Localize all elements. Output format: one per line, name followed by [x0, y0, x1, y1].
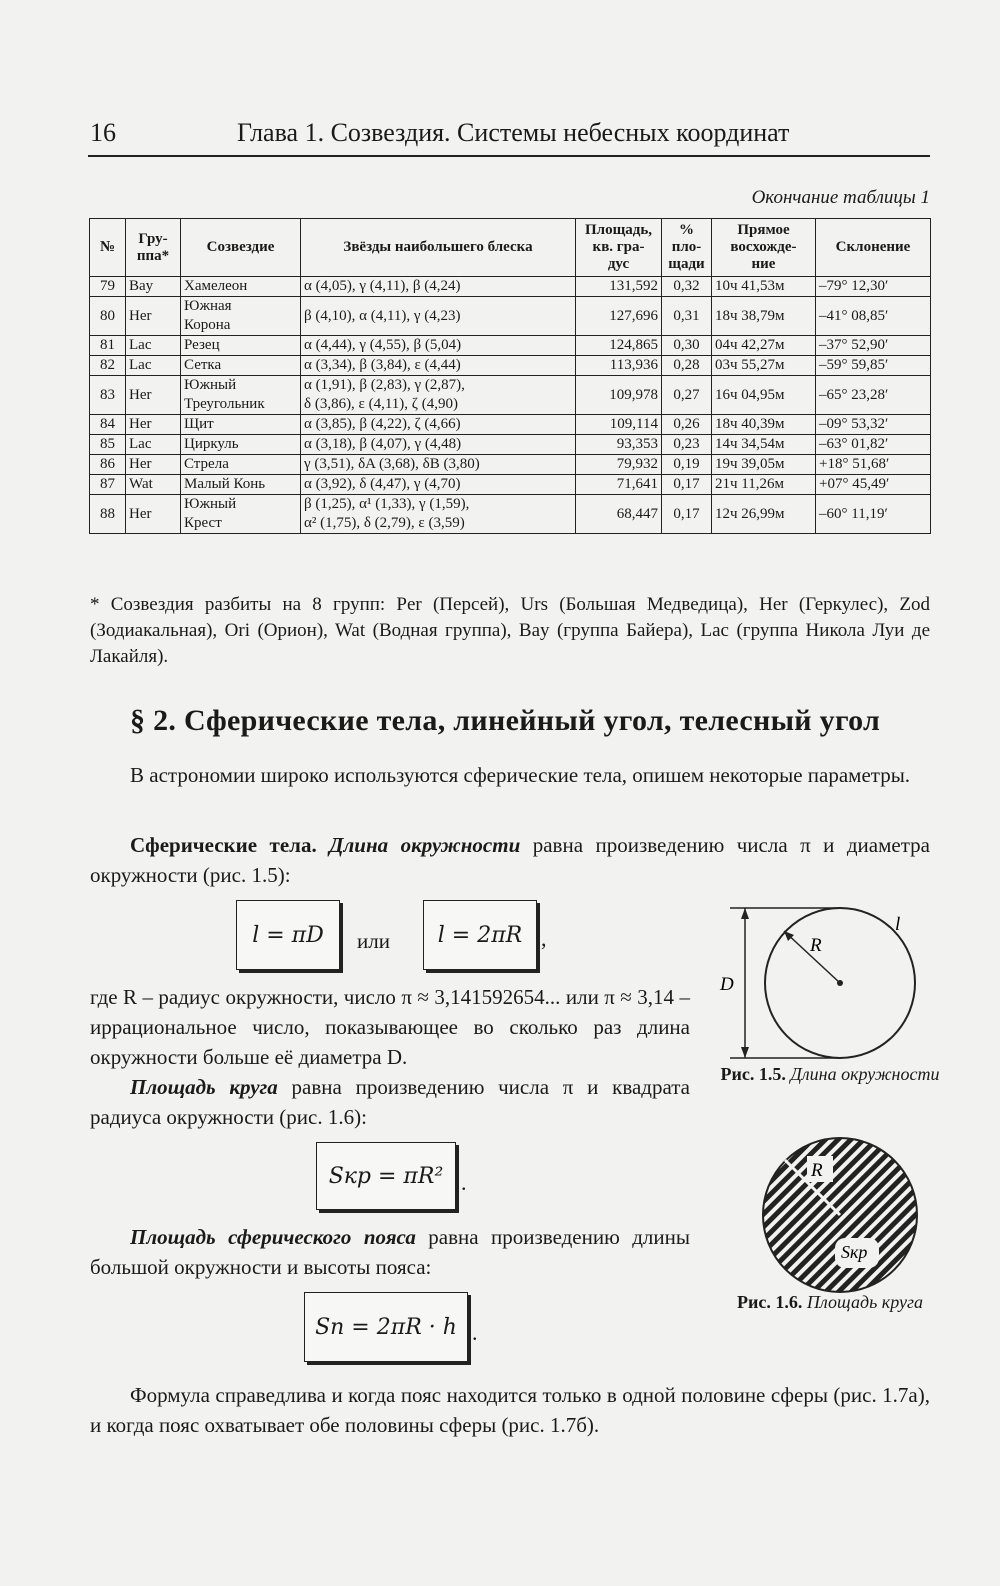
- table-cell: 04ч 42,27м: [712, 336, 816, 356]
- table-cell: 79: [90, 277, 126, 297]
- table-cell: 68,447: [576, 495, 662, 534]
- table-cell: +18° 51,68′: [816, 455, 931, 475]
- table-cell: –79° 12,30′: [816, 277, 931, 297]
- figure-circumference: [710, 895, 940, 1065]
- table-cell: Wat: [126, 475, 181, 495]
- pi-explanation-paragraph: где R – радиус окружности, число π ≈ 3,141592654... или π ≈ 3,14 – иррациональное число, показывающее во сколько раз длина окружности больше её диаметра D.: [90, 985, 690, 1069]
- figure-caption-1-6: [720, 1290, 940, 1315]
- label-R: R: [810, 935, 822, 956]
- table-cell: α (4,44), γ (4,55), β (5,04): [301, 336, 576, 356]
- spherical-zone-paragraph: [90, 1222, 690, 1282]
- figure-number: Рис. 1.5.: [720, 1064, 786, 1084]
- term-spherical-zone: Площадь сферического пояса: [130, 1225, 416, 1249]
- table-cell: 0,17: [662, 475, 712, 495]
- table-row: [90, 475, 931, 495]
- table-cell: 131,592: [576, 277, 662, 297]
- page-number: 16: [90, 118, 116, 147]
- table-cell: Lac: [126, 435, 181, 455]
- figure-number: Рис. 1.6.: [737, 1292, 803, 1312]
- figure-caption-text: Площадь круга: [806, 1292, 923, 1312]
- table-cell: 127,696: [576, 297, 662, 336]
- table-cell: α (3,85), β (4,22), ζ (4,66): [301, 415, 576, 435]
- intro-paragraph: В астрономии широко используются сферические тела, опишем некоторые параметры.: [130, 763, 911, 787]
- label-l: l: [895, 914, 901, 935]
- table-cell: Хамелеон: [181, 277, 301, 297]
- table-cell: Her: [126, 415, 181, 435]
- table-cell: Резец: [181, 336, 301, 356]
- label-R: R: [811, 1160, 823, 1181]
- constellation-table: [89, 218, 931, 534]
- table-cell: Стрела: [181, 455, 301, 475]
- table-cell: 81: [90, 336, 126, 356]
- table-cell: 0,19: [662, 455, 712, 475]
- table-cell: 113,936: [576, 356, 662, 376]
- term-circle-area: Площадь круга: [130, 1075, 278, 1099]
- table-cell: 12ч 26,99м: [712, 495, 816, 534]
- subheading-spherical-bodies: Сферические тела.: [130, 833, 317, 857]
- label-S: Sкр: [841, 1242, 868, 1262]
- arrow-head-up: [741, 908, 749, 919]
- table-cell: 14ч 34,54м: [712, 435, 816, 455]
- formula-period: .: [472, 1320, 478, 1345]
- table-cell: α (3,18), β (4,07), γ (4,48): [301, 435, 576, 455]
- figure-caption-1-5: [720, 1062, 940, 1087]
- table-header-row: [90, 219, 931, 277]
- table-cell: 85: [90, 435, 126, 455]
- table-body: [90, 277, 931, 534]
- table-cell: 21ч 11,26м: [712, 475, 816, 495]
- table-cell: Южный Крест: [181, 495, 301, 534]
- table-header-cell: Площадь, кв. гра- дус: [576, 219, 662, 277]
- formula-spherical-zone: Sп = 2πR · h: [304, 1292, 468, 1362]
- table-row: [90, 435, 931, 455]
- table-cell: Her: [126, 455, 181, 475]
- table-cell: β (1,25), α¹ (1,33), γ (1,59), α² (1,75), δ (2,79), ε (3,59): [301, 495, 576, 534]
- table-cell: 124,865: [576, 336, 662, 356]
- table-row: [90, 495, 931, 534]
- section-title: § 2. Сферические тела, линейный угол, телесный угол: [130, 704, 881, 737]
- table-cell: 86: [90, 455, 126, 475]
- table-cell: 88: [90, 495, 126, 534]
- table-cell: –09° 53,32′: [816, 415, 931, 435]
- label-D: D: [720, 974, 734, 995]
- table-row: [90, 376, 931, 415]
- table-cell: 18ч 40,39м: [712, 415, 816, 435]
- table-row: [90, 297, 931, 336]
- table-caption: Окончание таблицы 1: [751, 187, 930, 208]
- table-row: [90, 455, 931, 475]
- table-cell: 71,641: [576, 475, 662, 495]
- table-footnote: * Созвездия разбиты на 8 групп: Per (Персей), Urs (Большая Медведица), Her (Геркулес), Zod (Зодиакальная), Ori (Орион), Wat (Водная группа), Bay (группа Байера), Lac (группа Никола Луи де Лакайля).: [90, 594, 930, 667]
- table-header-cell: Прямое восхожде- ние: [712, 219, 816, 277]
- header-rule: [88, 155, 930, 157]
- table-cell: Сетка: [181, 356, 301, 376]
- circle-area-paragraph: [90, 1072, 690, 1132]
- spherical-zone-text: равна произведению длины большой окружности и высоты пояса:: [90, 1225, 690, 1279]
- table-cell: 18ч 38,79м: [712, 297, 816, 336]
- table-header-cell: Склонение: [816, 219, 931, 277]
- table-cell: 10ч 41,53м: [712, 277, 816, 297]
- table-cell: 0,32: [662, 277, 712, 297]
- term-circumference: Длина окружности: [329, 833, 521, 857]
- figure-caption-text: Длина окружности: [790, 1064, 940, 1084]
- circle-area-text: равна произведению числа π и квадрата радиуса окружности (рис. 1.6):: [90, 1075, 691, 1129]
- table-cell: Щит: [181, 415, 301, 435]
- table-cell: –63° 01,82′: [816, 435, 931, 455]
- table-cell: Lac: [126, 336, 181, 356]
- table-cell: 0,23: [662, 435, 712, 455]
- table-cell: 87: [90, 475, 126, 495]
- table-cell: –59° 59,85′: [816, 356, 931, 376]
- table-cell: 109,114: [576, 415, 662, 435]
- circumference-paragraph: [90, 830, 930, 890]
- table-cell: α (4,05), γ (4,11), β (4,24): [301, 277, 576, 297]
- closing-paragraph: Формула справедлива и когда пояс находится только в одной половине сферы (рис. 1.7а), и когда пояс охватывает обе половины сферы (рис. 1.7б).: [90, 1383, 930, 1437]
- table-cell: 0,27: [662, 376, 712, 415]
- table-cell: Малый Конь: [181, 475, 301, 495]
- table-header-cell: Звёзды наибольшего блеска: [301, 219, 576, 277]
- table-header-cell: Созвездие: [181, 219, 301, 277]
- table-row: [90, 336, 931, 356]
- table-cell: 84: [90, 415, 126, 435]
- formula-circumference-diameter: l = πD: [236, 900, 340, 970]
- table-cell: γ (3,51), δA (3,68), δB (3,80): [301, 455, 576, 475]
- table-header-cell: Гру- ппа*: [126, 219, 181, 277]
- table-cell: 83: [90, 376, 126, 415]
- running-header: Глава 1. Созвездия. Системы небесных координат: [237, 118, 790, 147]
- table-cell: –65° 23,28′: [816, 376, 931, 415]
- table-cell: 19ч 39,05м: [712, 455, 816, 475]
- table-cell: α (3,92), δ (4,47), γ (4,70): [301, 475, 576, 495]
- formula-period: .: [461, 1170, 467, 1195]
- table-cell: Lac: [126, 356, 181, 376]
- table-cell: β (4,10), α (4,11), γ (4,23): [301, 297, 576, 336]
- table-cell: 82: [90, 356, 126, 376]
- table-cell: 0,26: [662, 415, 712, 435]
- table-cell: 109,978: [576, 376, 662, 415]
- table-cell: 79,932: [576, 455, 662, 475]
- table-cell: 16ч 04,95м: [712, 376, 816, 415]
- table-header-cell: % пло- щади: [662, 219, 712, 277]
- table-cell: Bay: [126, 277, 181, 297]
- circumference-text: равна произведению числа π и диаметра окружности (рис. 1.5):: [90, 833, 930, 887]
- table-cell: –37° 52,90′: [816, 336, 931, 356]
- figure-circle-area: [755, 1130, 925, 1300]
- table-cell: +07° 45,49′: [816, 475, 931, 495]
- formula-circumference-radius: l = 2πR: [423, 900, 537, 970]
- center-point: [837, 980, 843, 986]
- table-cell: Her: [126, 495, 181, 534]
- table-cell: 0,28: [662, 356, 712, 376]
- table-cell: –41° 08,85′: [816, 297, 931, 336]
- table-header-cell: №: [90, 219, 126, 277]
- table-cell: 0,31: [662, 297, 712, 336]
- or-word: или: [357, 929, 390, 953]
- table-cell: Her: [126, 297, 181, 336]
- table-cell: –60° 11,19′: [816, 495, 931, 534]
- table-cell: α (3,34), β (3,84), ε (4,44): [301, 356, 576, 376]
- table-cell: Южная Корона: [181, 297, 301, 336]
- table-cell: 03ч 55,27м: [712, 356, 816, 376]
- table-cell: 80: [90, 297, 126, 336]
- table-cell: 0,17: [662, 495, 712, 534]
- table-cell: Циркуль: [181, 435, 301, 455]
- table-cell: α (1,91), β (2,83), γ (2,87), δ (3,86), ε (4,11), ζ (4,90): [301, 376, 576, 415]
- table-row: [90, 356, 931, 376]
- formula-comma: ,: [541, 926, 547, 951]
- table-row: [90, 415, 931, 435]
- arrow-head-down: [741, 1047, 749, 1058]
- table-cell: Южный Треугольник: [181, 376, 301, 415]
- table-row: [90, 277, 931, 297]
- table-cell: 93,353: [576, 435, 662, 455]
- table-cell: 0,30: [662, 336, 712, 356]
- table-cell: Her: [126, 376, 181, 415]
- formula-circle-area: Sкр = πR²: [316, 1142, 456, 1210]
